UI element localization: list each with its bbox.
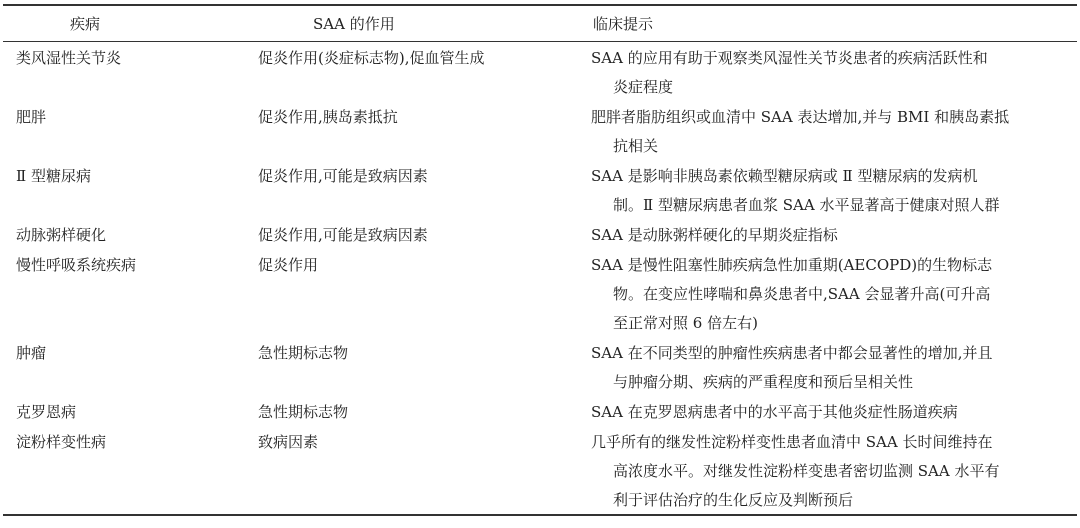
- clinical-note-line: 高浓度水平。对继发性淀粉样变患者密切监测 SAA 水平有: [613, 462, 1000, 480]
- cell-saa-role: 促炎作用,可能是致病因素: [258, 226, 428, 244]
- cell-clinical-note: [591, 162, 1071, 220]
- cell-disease: 动脉粥样硬化: [16, 226, 107, 244]
- cell-saa-role: 急性期标志物: [258, 344, 349, 362]
- clinical-note-line: 物。在变应性哮喘和鼻炎患者中,SAA 会显著升高(可升高: [613, 285, 991, 303]
- clinical-note-line: 抗相关: [613, 137, 659, 155]
- clinical-note-line: SAA 是动脉粥样硬化的早期炎症指标: [591, 226, 838, 244]
- cell-disease: Ⅱ 型糖尿病: [16, 167, 91, 185]
- cell-clinical-note: [591, 339, 1071, 397]
- cell-disease: 慢性呼吸系统疾病: [16, 256, 137, 274]
- clinical-note-line: 至正常对照 6 倍左右): [613, 314, 758, 332]
- cell-disease: 淀粉样变性病: [16, 433, 107, 451]
- clinical-note-line: 炎症程度: [613, 78, 674, 96]
- header-saa-role: SAA 的作用: [313, 15, 395, 33]
- cell-saa-role: 促炎作用(炎症标志物),促血管生成: [258, 49, 485, 67]
- clinical-note-line: SAA 是影响非胰岛素依赖型糖尿病或 Ⅱ 型糖尿病的发病机: [591, 167, 978, 185]
- clinical-note-line: 与肿瘤分期、疾病的严重程度和预后呈相关性: [613, 373, 914, 391]
- table-bottom-rule: [3, 514, 1077, 516]
- clinical-note-line: SAA 在克罗恩病患者中的水平高于其他炎症性肠道疾病: [591, 403, 958, 421]
- clinical-note-line: SAA 在不同类型的肿瘤性疾病患者中都会显著性的增加,并且: [591, 344, 993, 362]
- cell-saa-role: 促炎作用,胰岛素抵抗: [258, 108, 398, 126]
- clinical-note-line: 利于评估治疗的生化反应及判断预后: [613, 491, 854, 509]
- cell-disease: 肿瘤: [16, 344, 47, 362]
- header-clinical-note: 临床提示: [593, 15, 654, 33]
- clinical-note-line: SAA 是慢性阻塞性肺疾病急性加重期(AECOPD)的生物标志: [591, 256, 993, 274]
- cell-saa-role: 促炎作用: [258, 256, 319, 274]
- cell-clinical-note: [591, 44, 1071, 102]
- cell-disease: 类风湿性关节炎: [16, 49, 122, 67]
- clinical-note-line: 几乎所有的继发性淀粉样变性患者血清中 SAA 长时间维持在: [591, 433, 993, 451]
- table-header-rule: [3, 41, 1077, 42]
- table-top-rule: [3, 4, 1077, 6]
- header-disease: 疾病: [70, 15, 101, 33]
- clinical-note-line: 制。Ⅱ 型糖尿病患者血浆 SAA 水平显著高于健康对照人群: [613, 196, 1000, 214]
- cell-saa-role: 促炎作用,可能是致病因素: [258, 167, 428, 185]
- cell-disease: 肥胖: [16, 108, 47, 126]
- cell-disease: 克罗恩病: [16, 403, 77, 421]
- cell-clinical-note: [591, 398, 1071, 427]
- cell-saa-role: 致病因素: [258, 433, 319, 451]
- clinical-note-line: SAA 的应用有助于观察类风湿性关节炎患者的疾病活跃性和: [591, 49, 988, 67]
- cell-clinical-note: [591, 428, 1071, 515]
- clinical-note-line: 肥胖者脂肪组织或血清中 SAA 表达增加,并与 BMI 和胰岛素抵: [591, 108, 1010, 126]
- cell-saa-role: 急性期标志物: [258, 403, 349, 421]
- cell-clinical-note: [591, 251, 1071, 338]
- cell-clinical-note: [591, 221, 1071, 250]
- cell-clinical-note: [591, 103, 1071, 161]
